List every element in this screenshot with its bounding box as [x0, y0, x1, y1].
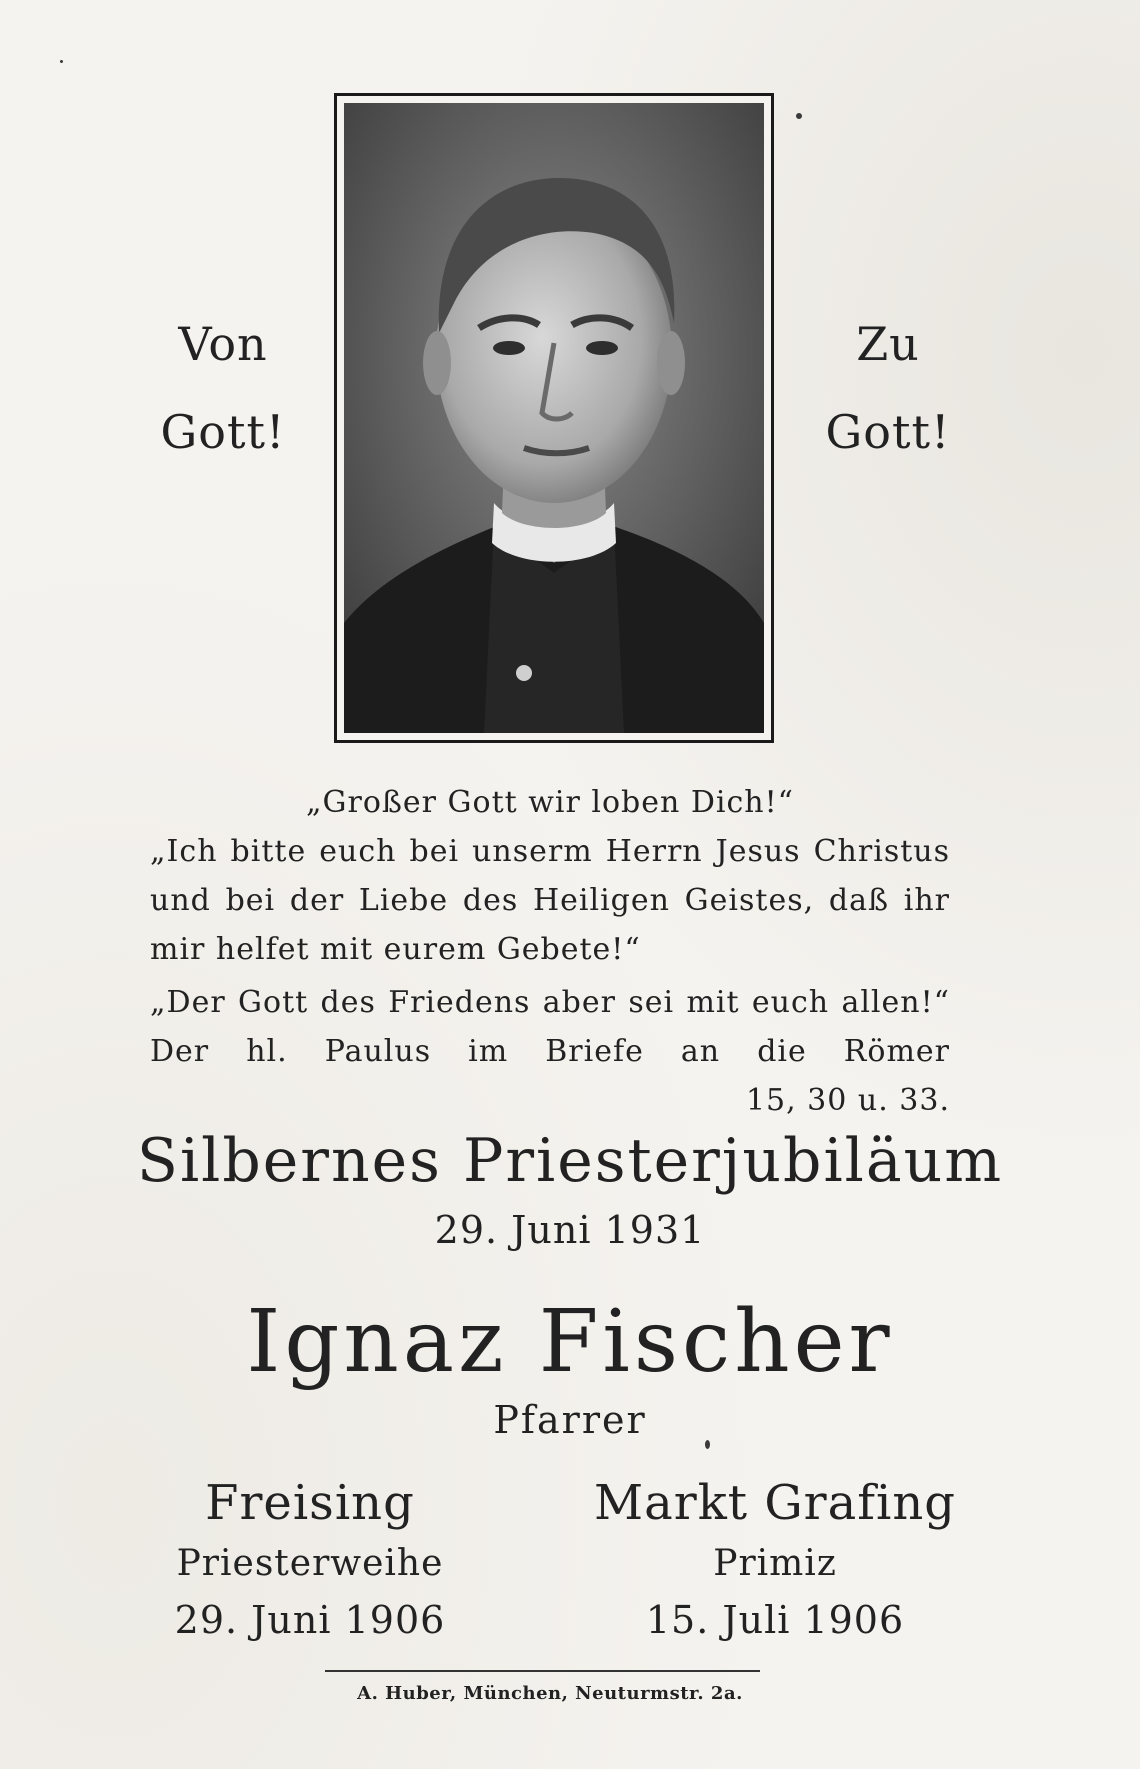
paper-speck — [796, 113, 802, 119]
paper-speck — [60, 60, 63, 63]
left-motto-line-1: Von — [178, 317, 268, 371]
printer-imprint: A. Huber, München, Neuturmstr. 2a. — [357, 1683, 743, 1704]
quote-line-2: „Ich bitte euch bei unserm Herrn Jesus Christus — [150, 834, 950, 869]
portrait-photo — [344, 103, 764, 733]
ordination-place: Freising — [205, 1475, 415, 1531]
ordination-block — [120, 1470, 500, 1648]
left-motto — [133, 300, 313, 476]
person-role: Pfarrer — [493, 1398, 647, 1442]
jubilee-date: 29. Juni 1931 — [434, 1208, 706, 1252]
first-mass-date: 15. Juli 1906 — [645, 1598, 905, 1642]
right-motto-line-1: Zu — [856, 317, 920, 371]
paper-speck — [705, 1440, 710, 1449]
first-mass-block — [585, 1470, 965, 1648]
person-name: Ignaz Fischer — [246, 1292, 894, 1392]
quote-line-3: und bei der Liebe des Heiligen Geistes, daß ihr — [150, 883, 950, 918]
scripture-quote — [150, 778, 950, 1125]
portrait-frame — [334, 93, 774, 743]
quote-line-5: „Der Gott des Friedens aber sei mit euch allen!“ — [150, 985, 950, 1020]
right-motto-line-2: Gott! — [825, 405, 951, 459]
quote-line-1: „Großer Gott wir loben Dich!“ — [305, 785, 795, 820]
first-mass-event: Primiz — [713, 1543, 837, 1584]
left-motto-line-2: Gott! — [160, 405, 286, 459]
quote-verse: 15, 30 u. 33. — [745, 1083, 950, 1118]
quote-citation: Der hl. Paulus im Briefe an die Römer — [150, 1034, 950, 1069]
right-motto — [798, 300, 978, 476]
first-mass-place: Markt Grafing — [593, 1475, 956, 1531]
ordination-date: 29. Juni 1906 — [174, 1598, 446, 1642]
jubilee-title: Silbernes Priesterjubiläum — [136, 1126, 1004, 1196]
quote-line-4: mir helfet mit eurem Gebete!“ — [150, 932, 641, 967]
portrait-illustration — [344, 103, 764, 733]
divider-line — [325, 1670, 760, 1672]
ordination-event: Priesterweihe — [176, 1543, 444, 1584]
